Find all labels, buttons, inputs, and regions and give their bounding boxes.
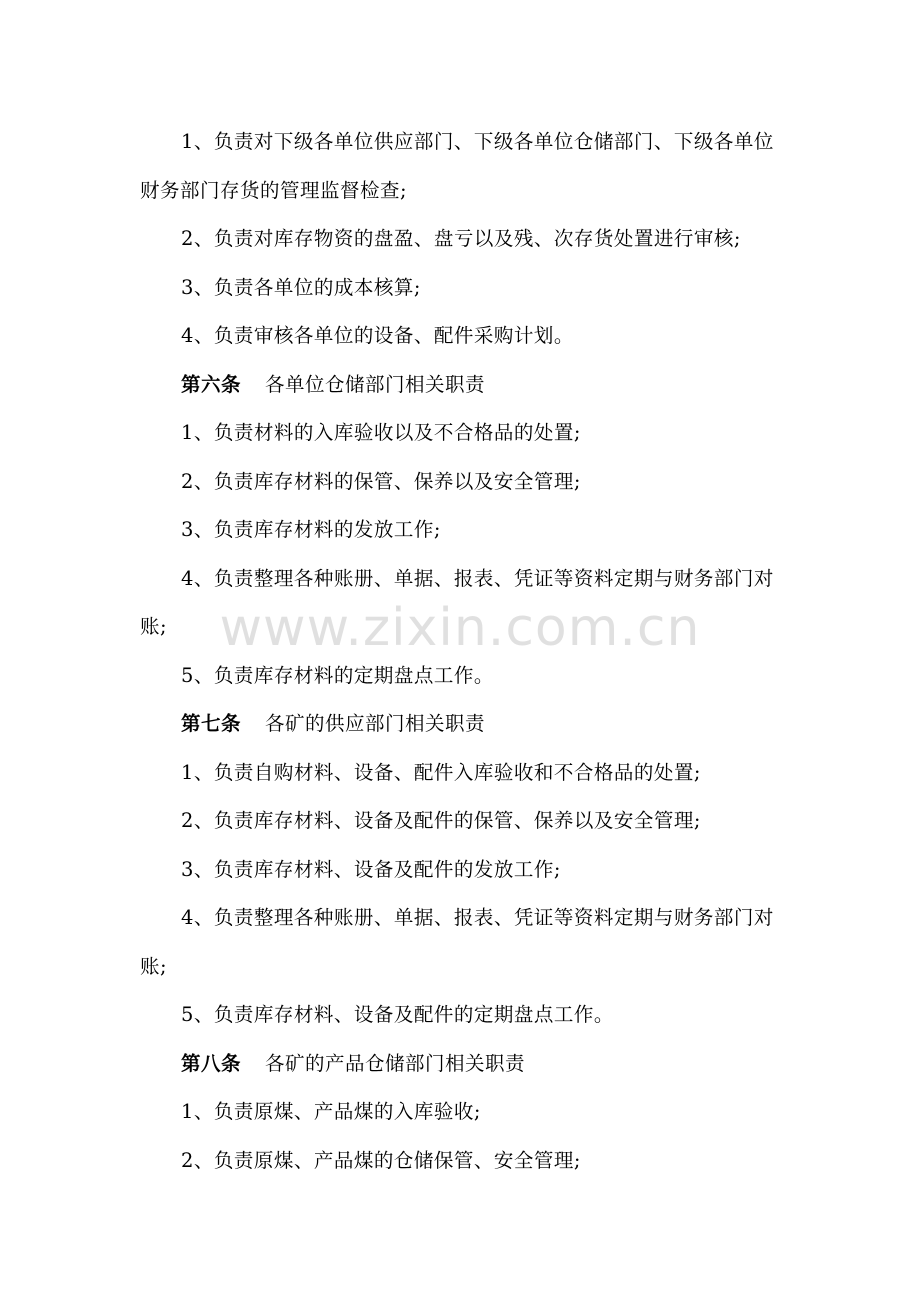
- paragraph-item: 3、负责库存材料的发放工作;: [181, 518, 441, 541]
- paragraph-item: 4、负责审核各单位的设备、配件采购计划。: [181, 324, 574, 347]
- watermark: www.zixin.com.cn: [219, 598, 701, 658]
- article-title: 各矿的供应部门相关职责: [265, 712, 486, 735]
- paragraph-item: 2、负责对库存物资的盘盈、盘亏以及残、次存货处置进行审核;: [181, 227, 741, 250]
- paragraph-item: 5、负责库存材料、设备及配件的定期盘点工作。: [181, 1003, 614, 1026]
- paragraph-item: 2、负责库存材料、设备及配件的保管、保养以及安全管理;: [181, 809, 701, 832]
- paragraph-item: 4、负责整理各种账册、单据、报表、凭证等资料定期与财务部门对账;: [140, 906, 774, 978]
- article-heading: [140, 1040, 784, 1089]
- document-body: [140, 118, 784, 1185]
- paragraph-item: 4、负责整理各种账册、单据、报表、凭证等资料定期与财务部门对账;: [140, 566, 774, 638]
- paragraph-item: 1、负责材料的入库验收以及不合格品的处置;: [181, 421, 581, 444]
- paragraph-item: 1、负责自购材料、设备、配件入库验收和不合格品的处置;: [181, 760, 701, 784]
- paragraph-item: 1、负责对下级各单位供应部门、下级各单位仓储部门、下级各单位财务部门存货的管理监督检查;: [140, 130, 774, 202]
- article-number: 第六条: [181, 372, 242, 396]
- paragraph-item: 2、负责库存材料的保管、保养以及安全管理;: [181, 469, 581, 493]
- article-heading: [140, 700, 784, 749]
- paragraph-item: 3、负责各单位的成本核算;: [181, 275, 421, 299]
- article-number: 第七条: [181, 712, 242, 735]
- article-title: 各矿的产品仓储部门相关职责: [265, 1051, 526, 1075]
- article-title: 各单位仓储部门相关职责: [265, 372, 486, 396]
- paragraph-item: 1、负责原煤、产品煤的入库验收;: [181, 1100, 481, 1123]
- paragraph-item: 2、负责原煤、产品煤的仓储保管、安全管理;: [181, 1148, 581, 1172]
- paragraph-item: 3、负责库存材料、设备及配件的发放工作;: [181, 857, 561, 881]
- article-heading: [140, 361, 784, 410]
- paragraph-item: 5、负责库存材料的定期盘点工作。: [181, 663, 494, 687]
- article-number: 第八条: [181, 1051, 242, 1075]
